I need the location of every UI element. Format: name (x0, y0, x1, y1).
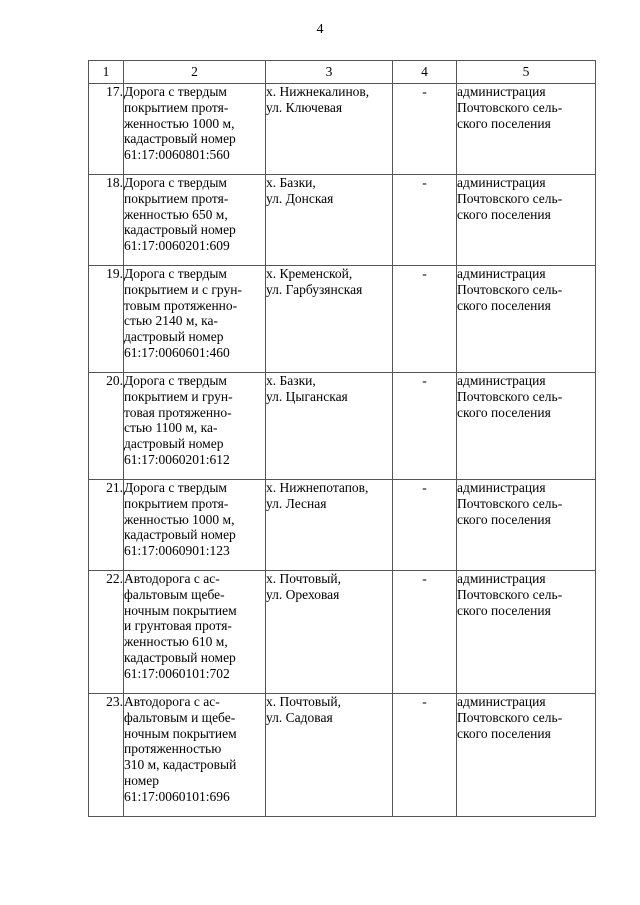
address-line: ул. Цыганская (266, 388, 348, 404)
object-address (266, 175, 393, 266)
owner-line: администрация (457, 266, 546, 281)
table-row (89, 480, 596, 571)
description-line: Дорога с твердым (124, 175, 227, 190)
description-line: покрытием и с грун- (124, 281, 242, 297)
row-number: 19. (89, 266, 124, 373)
description-line: 61:17:0060901:123 (124, 543, 230, 559)
object-description (124, 694, 266, 817)
owner-line: ского поселения (457, 115, 551, 131)
description-line: протяженностью (124, 741, 222, 757)
description-line: покрытием протя- (124, 99, 229, 115)
object-address (266, 694, 393, 817)
owner-line: Почтовского сель- (457, 586, 563, 602)
table-row (89, 84, 596, 175)
description-line: фальтовым щебе- (124, 586, 225, 602)
description-line: Автодорога с ас- (124, 571, 220, 586)
owner (457, 266, 596, 373)
owner-line: ского поселения (457, 297, 551, 313)
owner (457, 175, 596, 266)
table-header-row (89, 61, 596, 84)
owner-line: администрация (457, 571, 546, 586)
description-line: 61:17:0060201:612 (124, 451, 230, 467)
column-4-value: - (393, 571, 457, 694)
object-address (266, 266, 393, 373)
object-description (124, 480, 266, 571)
object-description (124, 84, 266, 175)
owner-line: Почтовского сель- (457, 388, 563, 404)
description-line: женностью 650 м, (124, 206, 228, 222)
table-row (89, 571, 596, 694)
description-line: товая протяженно- (124, 404, 232, 420)
address-line: ул. Садовая (266, 709, 333, 725)
description-line: Автодорога с ас- (124, 694, 220, 709)
description-line: и грунтовая протя- (124, 618, 232, 634)
object-address (266, 571, 393, 694)
address-line: ул. Ключевая (266, 99, 343, 115)
address-line: х. Нижнепотапов, (266, 480, 369, 495)
address-line: х. Почтовый, (266, 571, 341, 586)
description-line: 61:17:0060201:609 (124, 238, 230, 254)
description-line: женностью 1000 м, (124, 511, 235, 527)
description-line: дастровый номер (124, 329, 224, 345)
description-line: женностью 610 м, (124, 634, 228, 650)
owner-line: администрация (457, 84, 546, 99)
table-row (89, 175, 596, 266)
road-registry-table (88, 60, 596, 817)
column-header-3: 3 (266, 61, 393, 84)
owner-line: администрация (457, 480, 546, 495)
description-line: ночным покрытием (124, 725, 237, 741)
column-header-5: 5 (457, 61, 596, 84)
owner-line: ского поселения (457, 602, 551, 618)
address-line: ул. Ореховая (266, 586, 340, 602)
description-line: кадастровый номер (124, 222, 236, 238)
description-line: 310 м, кадастровый (124, 757, 237, 773)
description-line: покрытием и грун- (124, 388, 233, 404)
owner (457, 84, 596, 175)
description-line: покрытием протя- (124, 190, 229, 206)
object-description (124, 266, 266, 373)
description-line: стью 2140 м, ка- (124, 313, 219, 329)
description-line: товым протяженно- (124, 297, 238, 313)
column-header-4: 4 (393, 61, 457, 84)
row-number: 21. (89, 480, 124, 571)
description-line: кадастровый номер (124, 649, 236, 665)
object-address (266, 480, 393, 571)
owner-line: администрация (457, 373, 546, 388)
owner (457, 571, 596, 694)
description-line: 61:17:0060801:560 (124, 147, 230, 163)
address-line: х. Нижнекалинов, (266, 84, 370, 99)
address-line: х. Базки, (266, 373, 316, 388)
address-line: ул. Лесная (266, 495, 327, 511)
row-number: 18. (89, 175, 124, 266)
object-description (124, 373, 266, 480)
description-line: Дорога с твердым (124, 480, 227, 495)
column-header-2: 2 (124, 61, 266, 84)
column-4-value: - (393, 84, 457, 175)
owner (457, 480, 596, 571)
owner (457, 373, 596, 480)
owner-line: ского поселения (457, 404, 551, 420)
description-line: фальтовым и щебе- (124, 709, 236, 725)
table-row (89, 694, 596, 817)
owner-line: ского поселения (457, 725, 551, 741)
description-line: Дорога с твердым (124, 84, 227, 99)
description-line: ночным покрытием (124, 602, 237, 618)
row-number: 17. (89, 84, 124, 175)
object-description (124, 175, 266, 266)
column-4-value: - (393, 373, 457, 480)
row-number: 22. (89, 571, 124, 694)
description-line: кадастровый номер (124, 527, 236, 543)
description-line: 61:17:0060101:702 (124, 665, 230, 681)
column-header-1: 1 (89, 61, 124, 84)
owner-line: Почтовского сель- (457, 190, 563, 206)
object-description (124, 571, 266, 694)
object-address (266, 84, 393, 175)
page-number: 4 (316, 22, 324, 37)
column-4-value: - (393, 694, 457, 817)
column-4-value: - (393, 175, 457, 266)
description-line: Дорога с твердым (124, 373, 227, 388)
owner-line: Почтовского сель- (457, 709, 563, 725)
address-line: ул. Донская (266, 190, 334, 206)
owner-line: ского поселения (457, 511, 551, 527)
owner (457, 694, 596, 817)
description-line: Дорога с твердым (124, 266, 227, 281)
description-line: стью 1100 м, ка- (124, 420, 218, 436)
address-line: х. Почтовый, (266, 694, 341, 709)
object-address (266, 373, 393, 480)
row-number: 20. (89, 373, 124, 480)
description-line: женностью 1000 м, (124, 115, 235, 131)
description-line: дастровый номер (124, 436, 224, 452)
description-line: 61:17:0060101:696 (124, 788, 230, 804)
owner-line: Почтовского сель- (457, 281, 563, 297)
address-line: ул. Гарбузянская (266, 281, 363, 297)
owner-line: администрация (457, 694, 546, 709)
row-number: 23. (89, 694, 124, 817)
address-line: х. Базки, (266, 175, 316, 190)
column-4-value: - (393, 480, 457, 571)
description-line: номер (124, 772, 160, 788)
table-row (89, 373, 596, 480)
owner-line: ского поселения (457, 206, 551, 222)
owner-line: Почтовского сель- (457, 495, 563, 511)
address-line: х. Кременской, (266, 266, 353, 281)
owner-line: Почтовского сель- (457, 99, 563, 115)
description-line: 61:17:0060601:460 (124, 344, 230, 360)
description-line: кадастровый номер (124, 131, 236, 147)
description-line: покрытием протя- (124, 495, 229, 511)
column-4-value: - (393, 266, 457, 373)
table-row (89, 266, 596, 373)
owner-line: администрация (457, 175, 546, 190)
